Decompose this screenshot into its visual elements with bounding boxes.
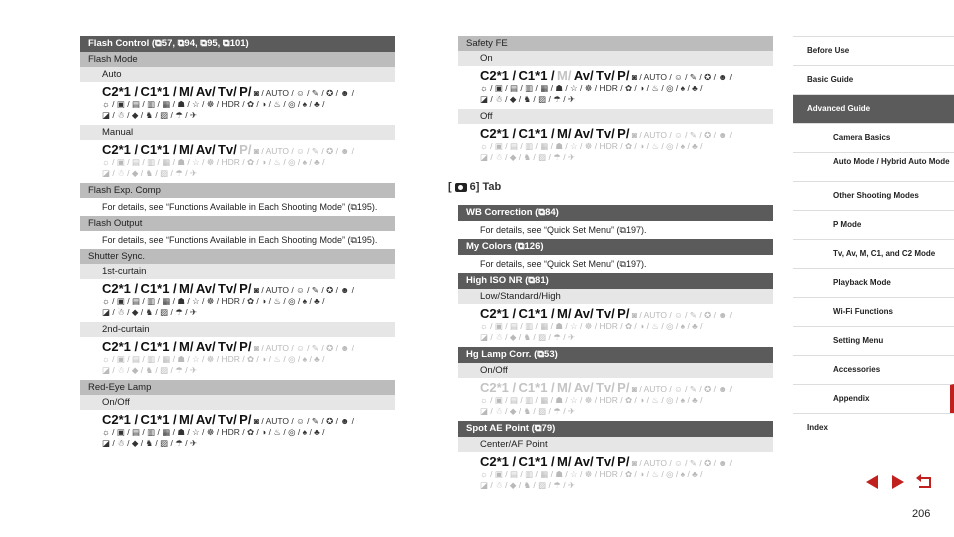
bracket-open: [ <box>448 181 452 193</box>
c1-icon: C1*1 / <box>140 412 177 427</box>
c1-icon: C1*1 / <box>518 380 555 395</box>
tv-icon: Tv/ <box>217 412 237 427</box>
first-curtain-option: 1st-curtain <box>80 264 395 279</box>
c1-icon: C1*1 / <box>518 306 555 321</box>
av-icon: Av/ <box>195 84 216 99</box>
tv-icon: Tv/ <box>595 68 615 83</box>
c2-icon: C2*1 / <box>480 126 517 141</box>
scene-icons: ◙ / AUTO / ☺ / ✎ / ✪ / ☻ / <box>631 310 732 320</box>
flash-output-label: Flash Output <box>80 216 395 231</box>
p-icon: P/ <box>617 306 630 321</box>
sidebar-item-advanced-guide[interactable]: Advanced Guide <box>793 94 954 123</box>
sidebar-item-tv-av-m[interactable]: Tv, Av, M, C1, and C2 Mode <box>793 239 954 268</box>
return-icon <box>915 474 933 490</box>
av-icon: Av/ <box>195 339 216 354</box>
c2-icon: C2*1 / <box>480 380 517 395</box>
c2-icon: C2*1 / <box>102 84 139 99</box>
flash-exp-comp-label: Flash Exp. Comp <box>80 183 395 198</box>
c2-icon: C2*1 / <box>102 281 139 296</box>
c2-icon: C2*1 / <box>480 454 517 469</box>
scene-icons: ◙ / AUTO / ☺ / ✎ / ✪ / ☻ / <box>253 146 354 156</box>
my-colors-header: My Colors (⧉126) <box>458 239 773 255</box>
p-icon: P/ <box>239 281 252 296</box>
c2-icon: C2*1 / <box>480 306 517 321</box>
mode-icons-block <box>80 279 395 322</box>
p-icon: P/ <box>239 412 252 427</box>
scene-icons: ☼ / ▣ / ▤ / ▥ / ▦ / ☗ / ☆ / ☸ / HDR / ✿ / ◑ / ♨ / ◎ / ♠ / ♣ / <box>102 296 325 306</box>
shutter-sync-label: Shutter Sync. <box>80 249 395 264</box>
c1-icon: C1*1 / <box>140 339 177 354</box>
c2-icon: C2*1 / <box>480 68 517 83</box>
tv-icon: Tv/ <box>595 454 615 469</box>
c2-icon: C2*1 / <box>102 412 139 427</box>
high-iso-header: High ISO NR (⧉81) <box>458 273 773 289</box>
m-icon: M/ <box>557 126 572 141</box>
tab-title-text: 6] Tab <box>469 181 502 193</box>
m-icon: M/ <box>557 68 572 83</box>
arrow-right-icon <box>890 474 906 490</box>
page-number: 206 <box>912 508 931 520</box>
c1-icon: C1*1 / <box>518 126 555 141</box>
av-icon: Av/ <box>573 454 594 469</box>
second-curtain-option: 2nd-curtain <box>80 322 395 337</box>
scene-icons: ☼ / ▣ / ▤ / ▥ / ▦ / ☗ / ☆ / ☸ / HDR / ✿ / ◑ / ♨ / ◎ / ♠ / ♣ / <box>480 469 703 479</box>
tv-icon: Tv/ <box>595 126 615 141</box>
c1-icon: C1*1 / <box>518 454 555 469</box>
next-page-button[interactable] <box>888 473 908 491</box>
on-option: On <box>458 51 773 66</box>
c1-icon: C1*1 / <box>140 142 177 157</box>
mode-icons-block <box>80 140 395 183</box>
m-icon: M/ <box>179 412 194 427</box>
mode-icons-block <box>458 66 773 109</box>
arrow-left-icon <box>864 474 880 490</box>
av-icon: Av/ <box>195 281 216 296</box>
sidebar <box>793 36 954 442</box>
sidebar-item-other-shooting-modes[interactable]: Other Shooting Modes <box>793 181 954 210</box>
flash-output-text: For details, see “Functions Available in Each Shooting Mode” (⧉195). <box>102 235 378 245</box>
scene-icons: ◙ / AUTO / ☺ / ✎ / ✪ / ☻ / <box>253 88 354 98</box>
sidebar-item-camera-basics[interactable]: Camera Basics <box>793 123 954 152</box>
mode-icons-block <box>458 124 773 167</box>
flash-mode-label: Flash Mode <box>80 52 395 67</box>
on-off-option: On/Off <box>80 395 395 410</box>
scene-icons: ☼ / ▣ / ▤ / ▥ / ▦ / ☗ / ☆ / ☸ / HDR / ✿ / ◑ / ♨ / ◎ / ♠ / ♣ / <box>102 157 325 167</box>
c1-icon: C1*1 / <box>518 68 555 83</box>
sidebar-item-index[interactable]: Index <box>793 413 954 442</box>
mode-icons-block <box>458 378 773 421</box>
av-icon: Av/ <box>573 380 594 395</box>
my-colors-text: For details, see “Quick Set Menu” (⧉197). <box>480 259 647 269</box>
middle-column <box>448 36 773 495</box>
mode-icons-block <box>80 410 395 453</box>
scene-icons: ☼ / ▣ / ▤ / ▥ / ▦ / ☗ / ☆ / ☸ / HDR / ✿ / ◑ / ♨ / ◎ / ♠ / ♣ / <box>102 99 325 109</box>
high-iso-option: Low/Standard/High <box>458 289 773 304</box>
scene-icons: ◪ / ☃ / ◆ / ♞ / ▨ / ☂ / ✈ <box>102 307 198 317</box>
scene-icons: ◪ / ☃ / ◆ / ♞ / ▨ / ☂ / ✈ <box>480 94 576 104</box>
av-icon: Av/ <box>573 306 594 321</box>
scene-icons: ◪ / ☃ / ◆ / ♞ / ▨ / ☂ / ✈ <box>480 406 576 416</box>
scene-icons: ◙ / AUTO / ☺ / ✎ / ✪ / ☻ / <box>253 416 354 426</box>
m-icon: M/ <box>179 142 194 157</box>
hg-lamp-option: On/Off <box>458 363 773 378</box>
off-option: Off <box>458 109 773 124</box>
return-button[interactable] <box>914 473 934 491</box>
c2-icon: C2*1 / <box>102 339 139 354</box>
m-icon: M/ <box>179 84 194 99</box>
sidebar-item-playback-mode[interactable]: Playback Mode <box>793 268 954 297</box>
p-icon: P/ <box>617 126 630 141</box>
tab-title <box>448 181 773 193</box>
tv-icon: Tv/ <box>595 306 615 321</box>
scene-icons: ☼ / ▣ / ▤ / ▥ / ▦ / ☗ / ☆ / ☸ / HDR / ✿ / ◑ / ♨ / ◎ / ♠ / ♣ / <box>480 321 703 331</box>
c1-icon: C1*1 / <box>140 281 177 296</box>
manual-option: Manual <box>80 125 395 140</box>
scene-icons: ◙ / AUTO / ☺ / ✎ / ✪ / ☻ / <box>631 130 732 140</box>
scene-icons: ◙ / AUTO / ☺ / ✎ / ✪ / ☻ / <box>631 384 732 394</box>
tv-icon: Tv/ <box>595 380 615 395</box>
auto-option: Auto <box>80 67 395 82</box>
p-icon: P/ <box>617 380 630 395</box>
p-icon: P/ <box>239 142 252 157</box>
av-icon: Av/ <box>195 412 216 427</box>
scene-icons: ◙ / AUTO / ☺ / ✎ / ✪ / ☻ / <box>253 285 354 295</box>
mode-icons-block <box>80 337 395 380</box>
m-icon: M/ <box>179 281 194 296</box>
spot-ae-header: Spot AE Point (⧉79) <box>458 421 773 437</box>
scene-icons: ◪ / ☃ / ◆ / ♞ / ▨ / ☂ / ✈ <box>480 480 576 490</box>
scene-icons: ☼ / ▣ / ▤ / ▥ / ▦ / ☗ / ☆ / ☸ / HDR / ✿ / ◑ / ♨ / ◎ / ♠ / ♣ / <box>480 395 703 405</box>
sidebar-item-accessories[interactable]: Accessories <box>793 355 954 384</box>
tv-icon: Tv/ <box>217 142 237 157</box>
p-icon: P/ <box>239 84 252 99</box>
sidebar-item-setting-menu[interactable]: Setting Menu <box>793 326 954 355</box>
p-icon: P/ <box>617 68 630 83</box>
tv-icon: Tv/ <box>217 84 237 99</box>
sidebar-item-appendix[interactable]: Appendix <box>793 384 954 413</box>
tv-icon: Tv/ <box>217 339 237 354</box>
flash-control-header: Flash Control (⧉57, ⧉94, ⧉95, ⧉101) <box>80 36 395 52</box>
m-icon: M/ <box>557 306 572 321</box>
wb-correction-header: WB Correction (⧉84) <box>458 205 773 221</box>
sidebar-item-wifi-functions[interactable]: Wi-Fi Functions <box>793 297 954 326</box>
av-icon: Av/ <box>195 142 216 157</box>
scene-icons: ◪ / ☃ / ◆ / ♞ / ▨ / ☂ / ✈ <box>102 110 198 120</box>
scene-icons: ◪ / ☃ / ◆ / ♞ / ▨ / ☂ / ✈ <box>480 152 576 162</box>
flash-exp-comp-text: For details, see “Functions Available in Each Shooting Mode” (⧉195). <box>102 202 378 212</box>
c2-icon: C2*1 / <box>102 142 139 157</box>
scene-icons: ☼ / ▣ / ▤ / ▥ / ▦ / ☗ / ☆ / ☸ / HDR / ✿ / ◑ / ♨ / ◎ / ♠ / ♣ / <box>102 427 325 437</box>
sidebar-item-before-use[interactable]: Before Use <box>793 36 954 65</box>
wb-correction-text: For details, see “Quick Set Menu” (⧉197). <box>480 225 647 235</box>
av-icon: Av/ <box>573 68 594 83</box>
mode-icons-block <box>80 82 395 125</box>
hg-lamp-header: Hg Lamp Corr. (⧉53) <box>458 347 773 363</box>
mode-icons-block <box>458 304 773 347</box>
scene-icons: ☼ / ▣ / ▤ / ▥ / ▦ / ☗ / ☆ / ☸ / HDR / ✿ / ◑ / ♨ / ◎ / ♠ / ♣ / <box>480 141 703 151</box>
scene-icons: ◪ / ☃ / ◆ / ♞ / ▨ / ☂ / ✈ <box>102 365 198 375</box>
sidebar-item-auto-mode[interactable]: Auto Mode / Hybrid Auto Mode <box>793 152 954 181</box>
p-icon: P/ <box>239 339 252 354</box>
mode-icons-block <box>458 452 773 495</box>
tv-icon: Tv/ <box>217 281 237 296</box>
spot-ae-option: Center/AF Point <box>458 437 773 452</box>
scene-icons: ☼ / ▣ / ▤ / ▥ / ▦ / ☗ / ☆ / ☸ / HDR / ✿ / ◑ / ♨ / ◎ / ♠ / ♣ / <box>102 354 325 364</box>
m-icon: M/ <box>557 380 572 395</box>
sidebar-item-basic-guide[interactable]: Basic Guide <box>793 65 954 94</box>
left-column <box>80 36 395 453</box>
scene-icons: ◪ / ☃ / ◆ / ♞ / ▨ / ☂ / ✈ <box>102 168 198 178</box>
scene-icons: ◙ / AUTO / ☺ / ✎ / ✪ / ☻ / <box>631 72 732 82</box>
p-icon: P/ <box>617 454 630 469</box>
page-navigation <box>862 473 934 491</box>
scene-icons: ◙ / AUTO / ☺ / ✎ / ✪ / ☻ / <box>253 343 354 353</box>
av-icon: Av/ <box>573 126 594 141</box>
m-icon: M/ <box>179 339 194 354</box>
red-eye-label: Red-Eye Lamp <box>80 380 395 395</box>
scene-icons: ◪ / ☃ / ◆ / ♞ / ▨ / ☂ / ✈ <box>102 438 198 448</box>
prev-page-button[interactable] <box>862 473 882 491</box>
scene-icons: ◙ / AUTO / ☺ / ✎ / ✪ / ☻ / <box>631 458 732 468</box>
camera-icon <box>455 183 467 192</box>
m-icon: M/ <box>557 454 572 469</box>
safety-fe-label: Safety FE <box>458 36 773 51</box>
sidebar-item-p-mode[interactable]: P Mode <box>793 210 954 239</box>
scene-icons: ◪ / ☃ / ◆ / ♞ / ▨ / ☂ / ✈ <box>480 332 576 342</box>
c1-icon: C1*1 / <box>140 84 177 99</box>
scene-icons: ☼ / ▣ / ▤ / ▥ / ▦ / ☗ / ☆ / ☸ / HDR / ✿ / ◑ / ♨ / ◎ / ♠ / ♣ / <box>480 83 703 93</box>
